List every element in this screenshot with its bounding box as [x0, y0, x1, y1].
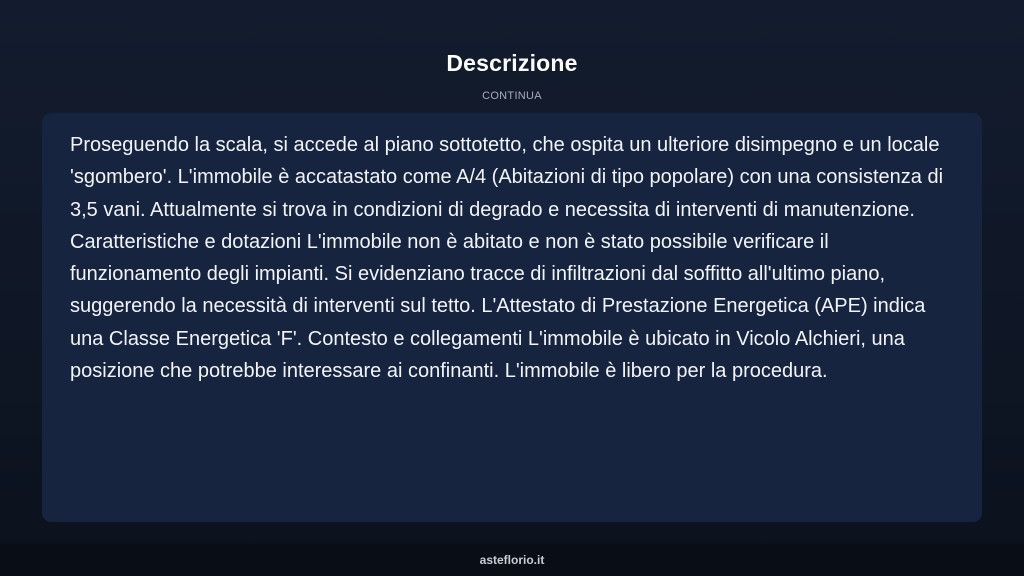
footer-domain: asteflorio.it	[479, 553, 545, 567]
description-card	[42, 113, 982, 522]
continuation-label: CONTINUA	[482, 90, 542, 102]
page-title: Descrizione	[446, 50, 578, 76]
description-text: Proseguendo la scala, si accede al piano sottotetto, che ospita un ulteriore disimpegno e un locale 'sgombero'. L'immobile è accatastato come A/4 (Abitazioni di tipo popolare) con una consistenza di 3,5 vani. Attualmente si trova in condizioni di degrado e necessita di interventi di manutenzione. Caratteristiche e dotazioni L'immobile non è abitato e non è stato possibile verificare il funzionamento degli impianti. Si evidenziano tracce di infiltrazioni dal soffitto all'ultimo piano, suggerendo la necessità di interventi sul tetto. L'Attestato di Prestazione Energetica (APE) indica una Classe Energetica 'F'. Contesto e collegamenti L'immobile è ubicato in Vicolo Alchieri, una posizione che potrebbe interessare ai confinanti. L'immobile è libero per la procedura.	[70, 134, 944, 383]
footer-bar	[0, 544, 1024, 576]
